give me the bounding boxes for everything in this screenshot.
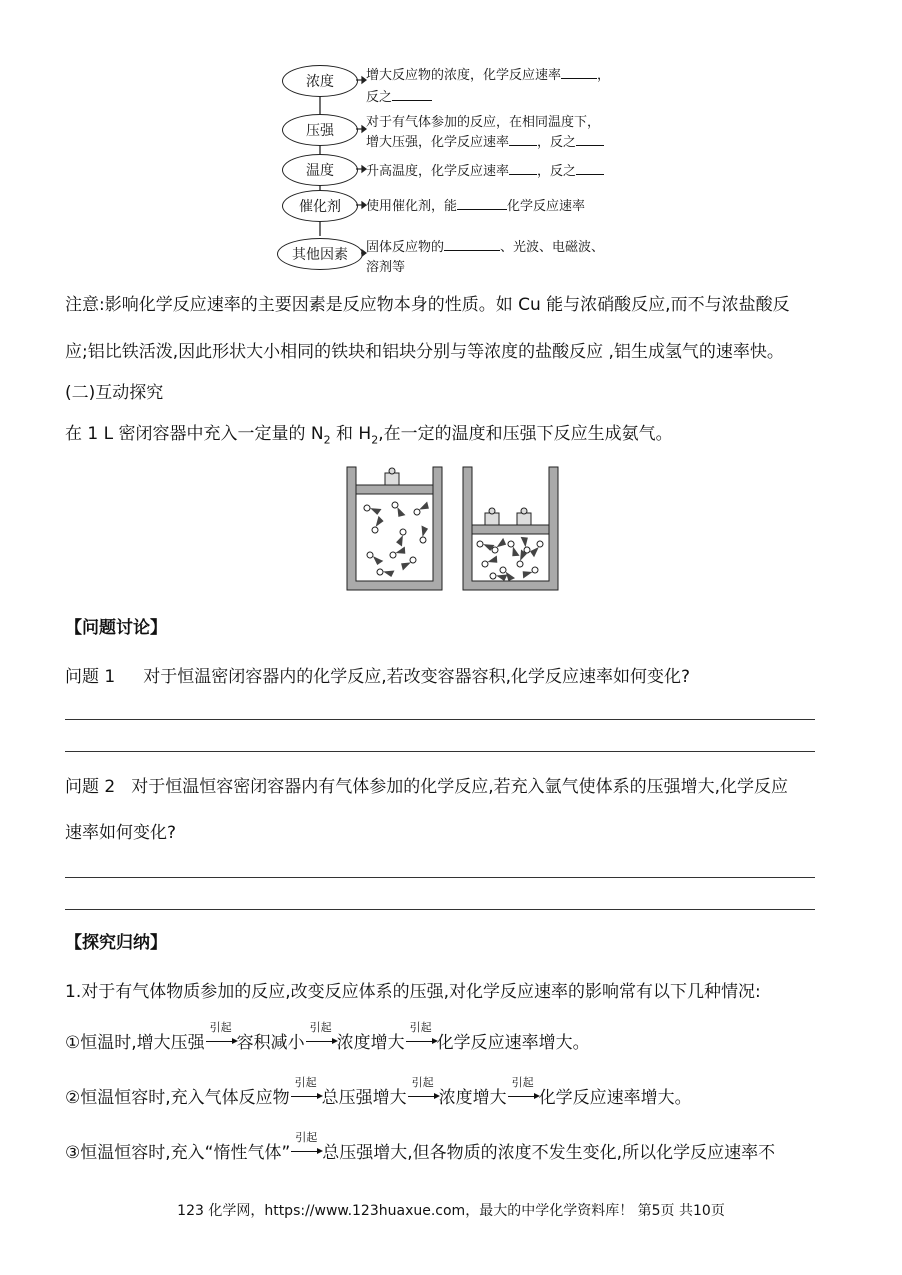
answer-line[interactable] (65, 909, 815, 910)
discussion-heading: 【问题讨论】 (65, 618, 167, 638)
question-2-line-1: 问题 2 对于恒温恒容密闭容器内有气体参加的化学反应,若充入氩气使体系的压强增大,化学反应 (65, 777, 789, 797)
arrow-icon: 引起 (405, 1033, 437, 1053)
intro-sentence: 在 1 L 密闭容器中充入一定量的 $N_2$ 和 $H_2$,在一定的温度和压强下反应生成氨气。 (65, 424, 673, 447)
case-2: ②恒温恒容时,充入气体反应物 引起 总压强增大 引起 浓度增大 引起 化学反应速率增大。 (65, 1076, 692, 1108)
factor-text-concentration-2: 反之 (366, 86, 432, 105)
factor-oval-catalyst: 催化剂 (282, 190, 358, 222)
note-line-2: 应;铝比铁活泼,因此形状大小相同的铁块和铝块分别与等浓度的盐酸反应 ,铝生成氢气的速率快。 (65, 342, 784, 362)
case-1: ①恒温时,增大压强 引起 容积减小 引起 浓度增大 引起 化学反应速率增大。 (65, 1021, 590, 1053)
left-container (347, 467, 442, 590)
answer-line[interactable] (65, 719, 815, 720)
factor-text-other-2: 溶剂等 (366, 260, 406, 275)
factor-text-concentration-1: 增大反应物的浓度，化学反应速率 ， (366, 64, 610, 83)
factor-text-pressure-1: 对于有气体参加的反应，在相同温度下， (366, 115, 601, 130)
factor-text-other-1: 固体反应物的 、光波、电磁波、 (366, 236, 604, 255)
arrow-icon: 引起 (205, 1033, 237, 1053)
factor-oval-other: 其他因素 (277, 238, 363, 270)
note-line-1: 注意:影响化学反应速率的主要因素是反应物本身的性质。如 Cu 能与浓硝酸反应,而不与浓盐酸反 (65, 295, 790, 315)
summary-intro: 1.对于有气体物质参加的反应,改变反应体系的压强,对化学反应速率的影响常有以下几种情况: (65, 982, 761, 1002)
arrow-icon: 引起 (290, 1143, 322, 1163)
arrow-icon: 引起 (507, 1088, 539, 1108)
answer-line[interactable] (65, 751, 815, 752)
factor-text-pressure-2: 增大压强，化学反应速率 ，反之 (366, 131, 604, 150)
factor-oval-concentration: 浓度 (282, 65, 358, 97)
summary-heading: 【探究归纳】 (65, 933, 167, 953)
answer-line[interactable] (65, 877, 815, 878)
right-container (463, 467, 558, 590)
arrow-icon: 引起 (290, 1088, 322, 1108)
arrow-icon: 引起 (305, 1033, 337, 1053)
factor-oval-temperature: 温度 (282, 154, 358, 186)
factor-text-temperature: 升高温度，化学反应速率 ，反之 (366, 160, 604, 179)
case-3: ③恒温恒容时,充入“惰性气体” 引起 总压强增大,但各物质的浓度不发生变化,所以化学反应速率不 (65, 1131, 776, 1163)
container-illustration (345, 460, 560, 595)
section-title: (二)互动探究 (65, 383, 164, 403)
question-2-line-2: 速率如何变化? (65, 823, 177, 843)
factor-oval-pressure: 压强 (282, 114, 358, 146)
question-1: 问题 1 对于恒温密闭容器内的化学反应,若改变容器容积,化学反应速率如何变化? (65, 667, 691, 687)
factor-text-catalyst: 使用催化剂，能 化学反应速率 (366, 195, 585, 214)
arrow-icon: 引起 (407, 1088, 439, 1108)
page-footer: 123 化学网，https://www.123huaxue.com，最大的中学化学资料库！ 第5页 共10页 (177, 1203, 725, 1219)
